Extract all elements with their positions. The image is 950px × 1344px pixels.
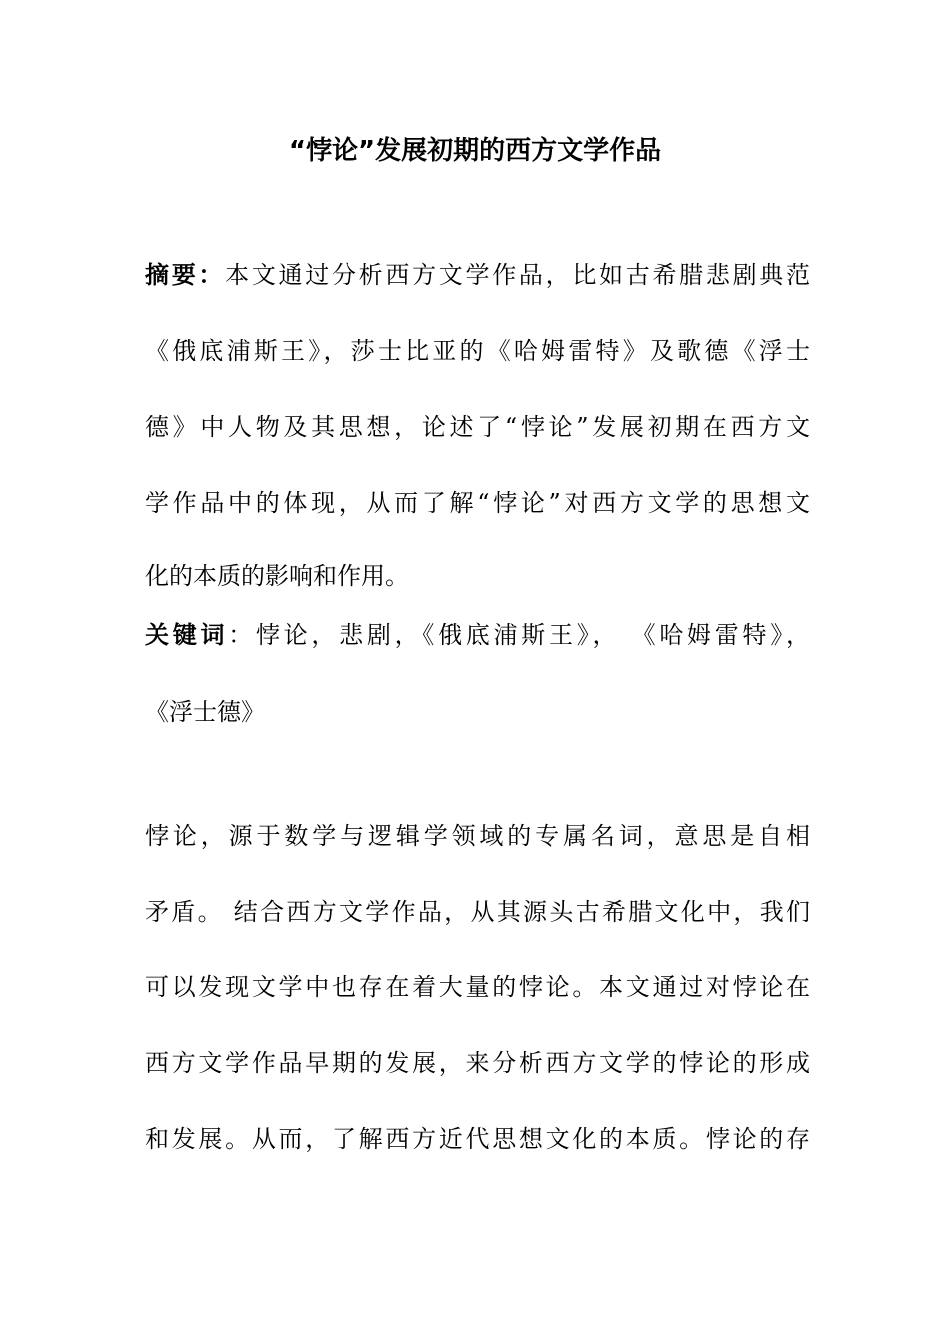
keywords-line-2: 《浮士德》 xyxy=(145,698,265,726)
abstract-line-3: 德》中人物及其思想，论述了“悖论”发展初期在西方文 xyxy=(145,413,810,441)
abstract-line-4: 学作品中的体现，从而了解“悖论”对西方文学的思想文 xyxy=(145,489,810,517)
abstract-line-2: 《俄底浦斯王》，莎士比亚的《哈姆雷特》及歌德《浮士 xyxy=(145,337,810,365)
document-title: “悖论”发展初期的西方文学作品 xyxy=(288,136,662,166)
abstract-line-5: 化的本质的影响和作用。 xyxy=(145,562,409,590)
body-line-4: 西方文学作品早期的发展，来分析西方文学的悖论的形成 xyxy=(145,1049,810,1077)
body-line-5: 和发展。从而，了解西方近代思想文化的本质。悖论的存 xyxy=(145,1125,810,1153)
body-line-3: 可以发现文学中也存在着大量的悖论。本文通过对悖论在 xyxy=(145,973,810,1001)
abstract-line-1 xyxy=(145,258,810,292)
keywords-line-1 xyxy=(145,618,810,652)
abstract-text: 本文通过分析西方文学作品，比如古希腊悲剧典范 xyxy=(225,261,810,289)
body-line-1: 悖论，源于数学与逻辑学领域的专属名词，意思是自相 xyxy=(145,822,810,850)
keywords-label: 关键词 xyxy=(145,621,229,649)
keywords-text: ：悖论，悲剧，《俄底浦斯王》， 《哈姆雷特》， xyxy=(228,621,810,649)
abstract-label: 摘要： xyxy=(145,261,226,289)
body-line-2: 矛盾。 结合西方文学作品，从其源头古希腊文化中，我们 xyxy=(145,898,810,926)
